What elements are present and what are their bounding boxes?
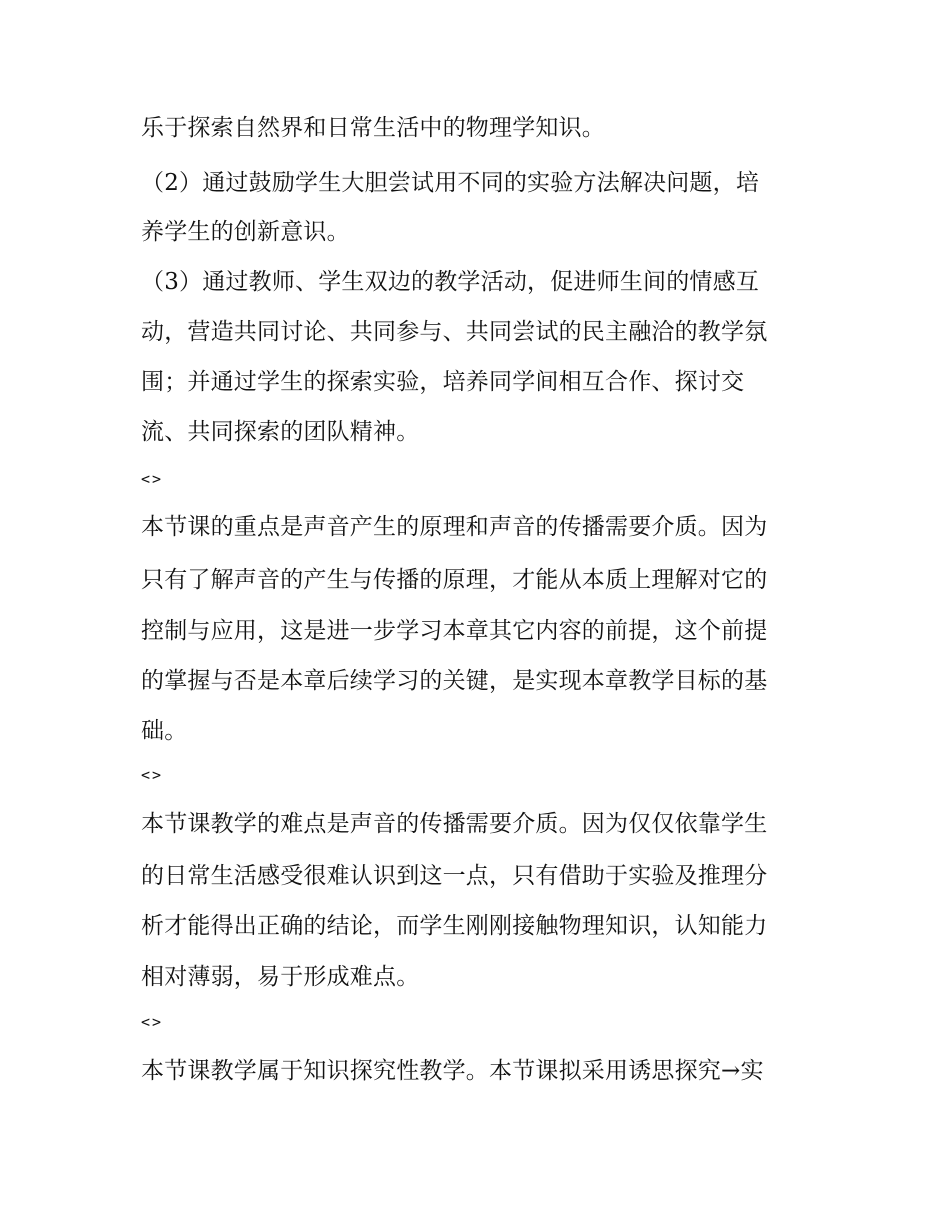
text-line: 的掌握与否是本章后续学习的关键，是实现本章教学目标的基 <box>141 668 768 694</box>
text-line: 只有了解声音的产生与传播的原理，才能从本质上理解对它的 <box>141 567 768 593</box>
text-line: 控制与应用，这是进一步学习本章其它内容的前提，这个前提 <box>141 618 768 644</box>
text-line: 本节课的重点是声音产生的原理和声音的传播需要介质。因为 <box>141 514 768 540</box>
text-line: 动，营造共同讨论、共同参与、共同尝试的民主融洽的教学氛 <box>141 319 768 345</box>
section-marker: <> <box>141 1013 164 1031</box>
text-line: 养学生的创新意识。 <box>141 219 350 245</box>
text-line: 的日常生活感受很难认识到这一点，只有借助于实验及推理分 <box>141 863 768 889</box>
text-line: （2）通过鼓励学生大胆尝试用不同的实验方法解决问题，培 <box>141 170 760 196</box>
text-line: 相对薄弱，易于形成难点。 <box>141 964 420 990</box>
text-line: 乐于探索自然界和日常生活中的物理学知识。 <box>141 115 605 141</box>
text-line: （3）通过教师、学生双边的教学活动，促进师生间的情感互 <box>141 269 760 295</box>
text-line: 础。 <box>141 718 188 744</box>
text-line: 流、共同探索的团队精神。 <box>141 419 420 445</box>
text-line: 析才能得出正确的结论，而学生刚刚接触物理知识，认知能力 <box>141 913 768 939</box>
text-line: 围；并通过学生的探索实验，培养同学间相互合作、探讨交 <box>141 369 745 395</box>
section-marker: <> <box>141 766 164 784</box>
text-line: 本节课教学属于知识探究性教学。本节课拟采用诱思探究→实 <box>141 1058 764 1084</box>
text-line: 本节课教学的难点是声音的传播需要介质。因为仅仅依靠学生 <box>141 811 768 837</box>
section-marker: <> <box>141 470 164 488</box>
